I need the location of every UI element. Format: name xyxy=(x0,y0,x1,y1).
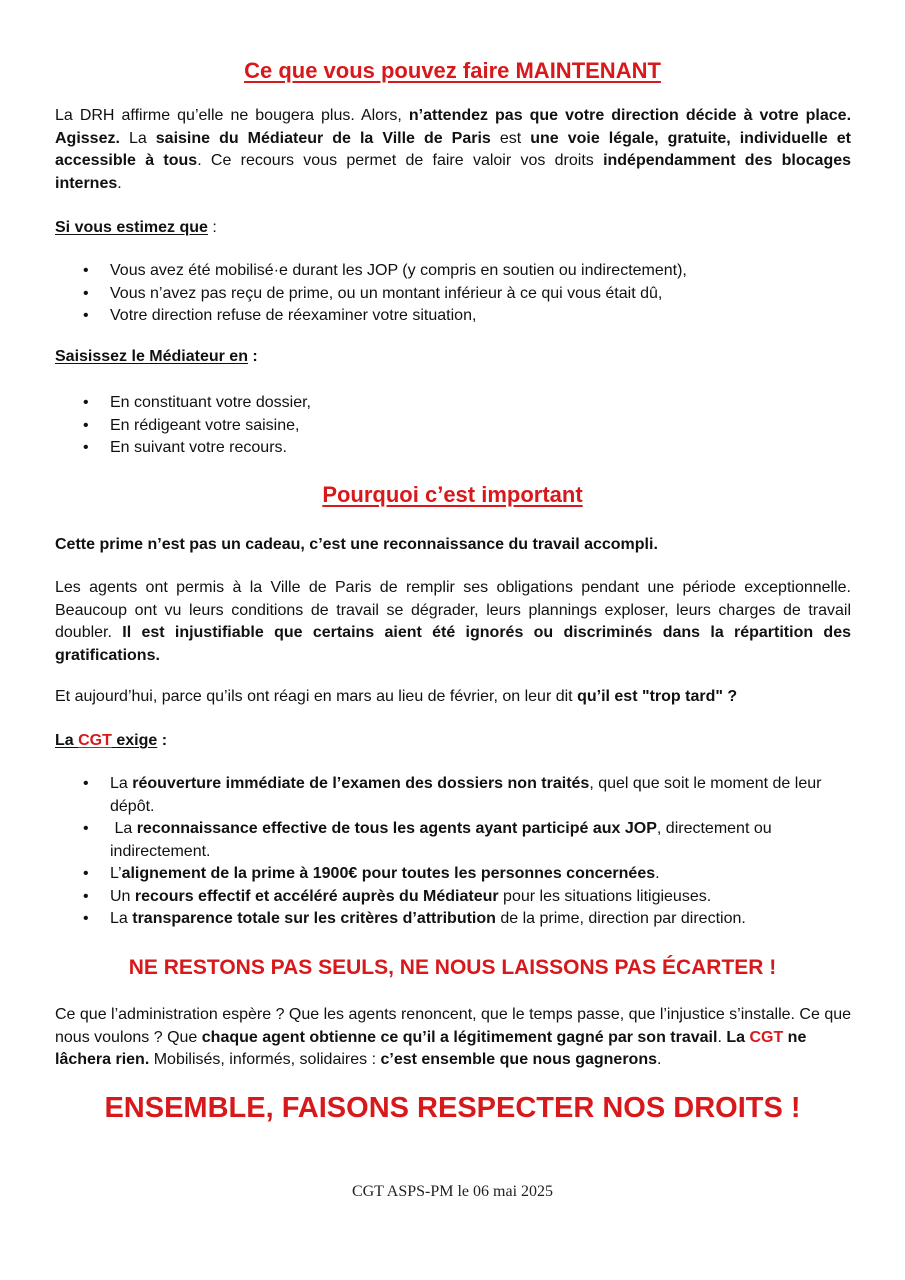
footer-signature: CGT ASPS-PM le 06 mai 2025 xyxy=(351,1183,554,1200)
list-item xyxy=(55,818,851,863)
why-p2-bold: qu’il est "trop tard" ? xyxy=(577,688,738,705)
intro-text-2: La xyxy=(119,129,156,147)
cgt-heading-suffix: : xyxy=(157,732,168,749)
intro-bold-2: saisine du Médiateur de la Ville de Paris xyxy=(155,129,491,147)
together-bold-1: chaque agent obtienne ce qu’il a légitimement gagné par son travail xyxy=(201,1028,718,1046)
section-title-now-text: Ce que vous pouvez faire MAINTENANT xyxy=(244,58,661,83)
section-title-now xyxy=(0,58,905,84)
demand-post: , directement ou indirectement. xyxy=(110,820,772,860)
why-lead-text: Cette prime n’est pas un cadeau, c’est une reconnaissance du travail accompli. xyxy=(55,536,658,553)
closing-slogan xyxy=(0,1092,905,1125)
together-paragraph xyxy=(55,1004,851,1072)
why-lead xyxy=(55,534,851,557)
list-item xyxy=(55,773,851,818)
demand-pre: Un xyxy=(110,887,135,905)
together-cgt: CGT xyxy=(749,1028,784,1046)
list-item: • Vous n’avez pas reçu de prime, ou un montant inférieur à ce qui vous était dû, xyxy=(55,283,851,306)
list-item: • Votre direction refuse de réexaminer votre situation, xyxy=(55,305,851,328)
conditions-list xyxy=(55,260,851,328)
demand-bold: reconnaissance effective de tous les agents ayant participé aux JOP xyxy=(136,820,657,837)
why-p1-text: Les agents ont permis à la Ville de Paris de remplir ses obligations pendant une période exceptionnelle. Beaucoup ont vu leurs conditions de travail se dégrader, leurs plannings exploser, leurs charges de travail doubler. xyxy=(55,579,851,641)
why-p1-bold: Il est injustifiable que certains aient été ignorés ou discriminés dans la répartition des gratifications. xyxy=(55,624,852,664)
demand-pre: La xyxy=(110,775,133,792)
demand-bold: recours effectif et accéléré auprès du Médiateur xyxy=(134,887,499,905)
section-title-together-text: NE RESTONS PAS SEULS, NE NOUS LAISSONS PAS ÉCARTER ! xyxy=(128,956,777,979)
list-item xyxy=(55,908,851,931)
section-title-why xyxy=(0,482,905,508)
demand-post: pour les situations litigieuses. xyxy=(498,887,712,905)
together-text-2: . xyxy=(717,1028,727,1046)
cgt-demands-heading xyxy=(55,730,167,753)
demand-post: de la prime, direction par direction. xyxy=(495,910,746,927)
mediator-heading-suffix: : xyxy=(247,348,258,365)
if-heading xyxy=(55,217,217,240)
closing-slogan-text: ENSEMBLE, FAISONS RESPECTER NOS DROITS ! xyxy=(104,1092,801,1124)
together-bold-4: c’est ensemble que nous gagnerons xyxy=(380,1051,657,1068)
list-item: • En suivant votre recours. xyxy=(55,437,851,460)
why-paragraph-2 xyxy=(55,686,851,709)
together-bold-2: La xyxy=(726,1028,750,1046)
intro-bold-3: une voie légale, gratuite, individuelle et accessible à tous xyxy=(55,129,852,169)
intro-text-5: . xyxy=(117,174,122,192)
mediator-steps-list xyxy=(55,392,851,460)
intro-paragraph xyxy=(55,105,851,195)
mediator-heading-label: Saisissez le Médiateur en xyxy=(55,348,248,365)
if-heading-label: Si vous estimez que xyxy=(55,219,208,236)
cgt-heading-exige: exige xyxy=(111,732,158,749)
demand-pre: La xyxy=(110,820,137,837)
cgt-demands-list xyxy=(55,773,851,931)
demand-bold: réouverture immédiate de l’examen des dossiers non traités xyxy=(132,775,590,792)
together-text-3: Mobilisés, informés, solidaires : xyxy=(149,1051,381,1068)
mediator-heading xyxy=(55,346,258,369)
list-item xyxy=(55,863,851,886)
why-p2-text: Et aujourd’hui, parce qu’ils ont réagi en mars au lieu de février, on leur dit xyxy=(55,688,578,705)
why-paragraph-1 xyxy=(55,577,851,667)
demand-pre: L’ xyxy=(110,865,122,882)
intro-bold-1: n’attendez pas que votre direction décide à votre place. Agissez. xyxy=(55,107,852,147)
list-item: • En constituant votre dossier, xyxy=(55,392,851,415)
list-item: • Vous avez été mobilisé·e durant les JOP (y compris en soutien ou indirectement), xyxy=(55,260,851,283)
together-text-1: Ce que l’administration espère ? Que les agents renoncent, que le temps passe, que l’injustice s’installe. Ce que nous voulons ? Que xyxy=(55,1006,852,1046)
if-heading-suffix: : xyxy=(207,219,217,236)
section-title-together xyxy=(0,956,905,980)
cgt-heading-la: La xyxy=(55,732,79,749)
list-item: • En rédigeant votre saisine, xyxy=(55,415,851,438)
together-bold-3: ne lâchera rien. xyxy=(55,1028,807,1068)
intro-text-1: La DRH affirme qu’elle ne bougera plus. Alors, xyxy=(55,107,409,124)
section-title-why-text: Pourquoi c’est important xyxy=(322,482,583,507)
intro-text-4: . Ce recours vous permet de faire valoir vos droits xyxy=(197,152,604,169)
cgt-heading-cgt: CGT xyxy=(78,732,112,749)
demand-pre: La xyxy=(110,910,133,927)
demand-post: . xyxy=(655,865,660,882)
intro-text-3: est xyxy=(490,129,531,147)
demand-bold: transparence totale sur les critères d’attribution xyxy=(132,910,496,927)
demand-post: , quel que soit le moment de leur dépôt. xyxy=(110,775,822,815)
list-item xyxy=(55,886,851,909)
together-text-4: . xyxy=(656,1051,662,1068)
intro-bold-4: indépendamment des blocages internes xyxy=(55,152,852,192)
demand-bold: alignement de la prime à 1900€ pour toutes les personnes concernées xyxy=(121,865,656,882)
